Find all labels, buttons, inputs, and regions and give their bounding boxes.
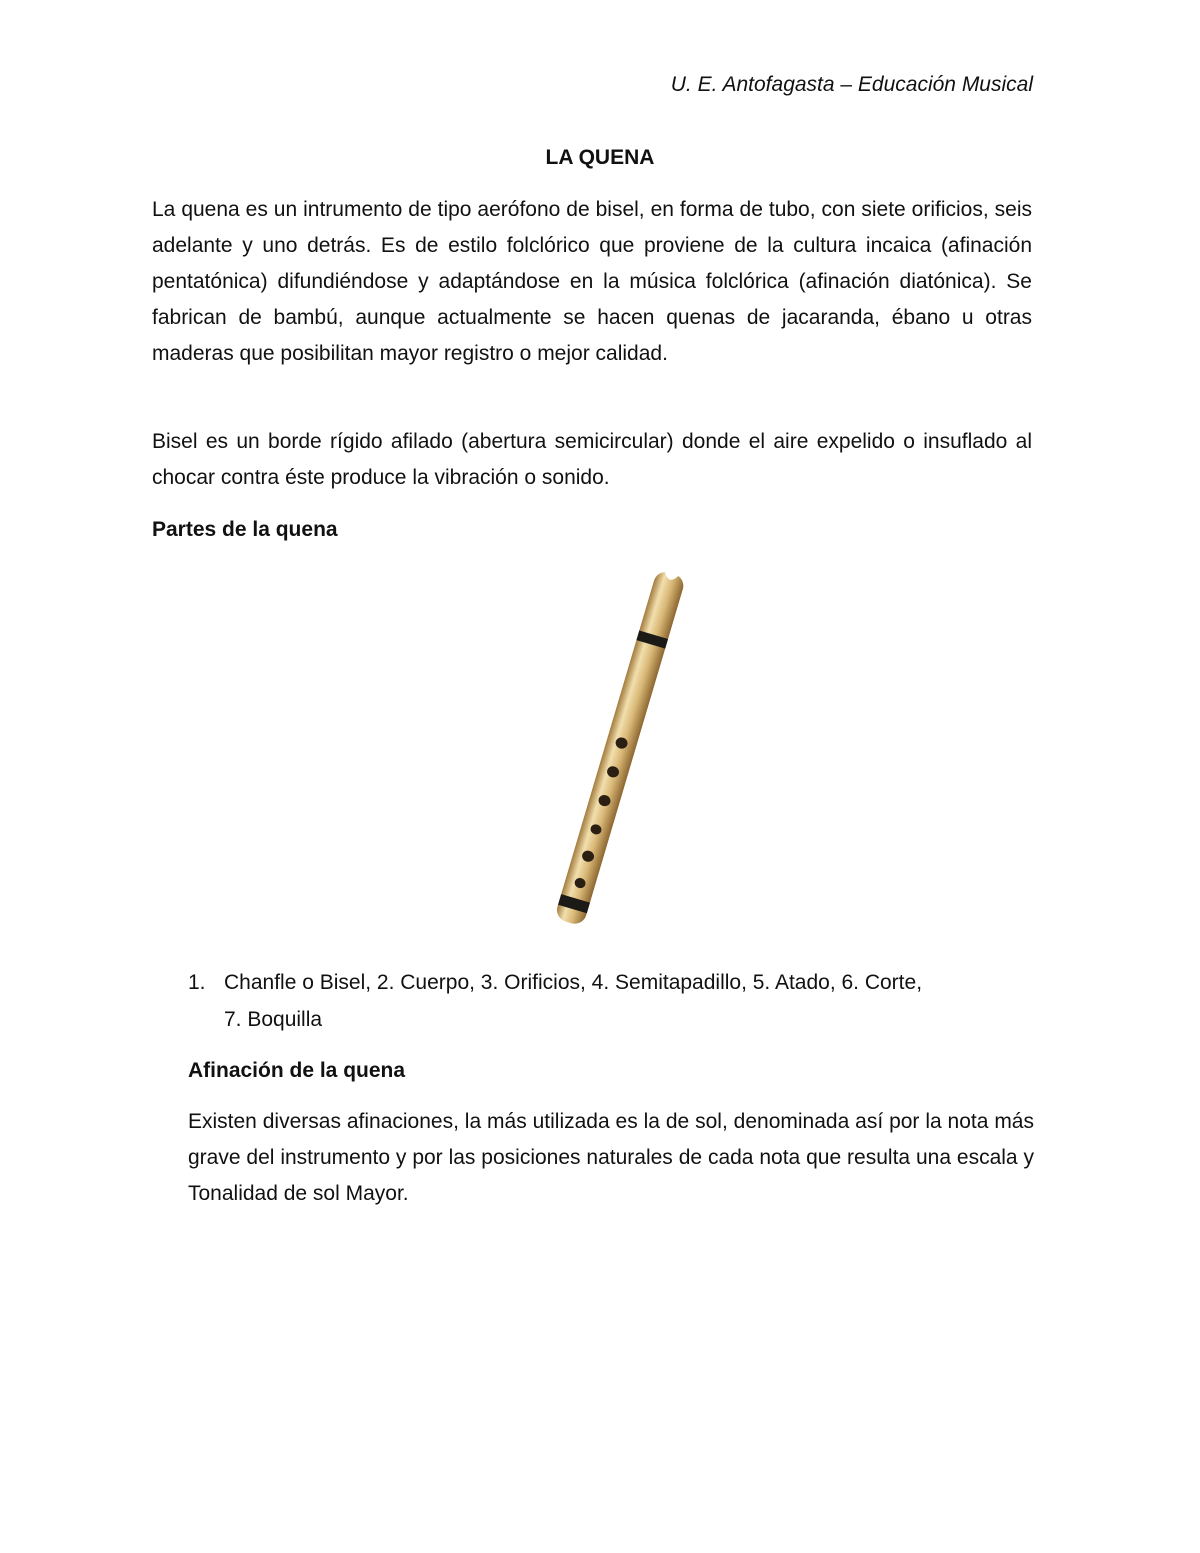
parts-list: [188, 964, 1034, 1038]
intro-paragraph: La quena es un intrumento de tipo aerófono de bisel, en forma de tubo, con siete orificios, seis adelante y uno detrás. Es de estilo folclórico que proviene de la cultura incaica (afinación pentatónica) difundiéndose y adaptándose en la música folclórica (afinación diatónica). Se fabrican de bambú, aunque actualmente se hacen quenas de jacaranda, ébano u otras maderas que posibilitan mayor registro o mejor calidad.: [152, 198, 1032, 365]
partes-heading: Partes de la quena: [152, 518, 338, 541]
parts-line-2: 7. Boquilla: [224, 1008, 323, 1031]
afinacion-paragraph: Existen diversas afinaciones, la más utilizada es la de sol, denominada así por la nota más grave del instrumento y por las posiciones naturales de cada nota que resulta una escala y Tonalidad de sol Mayor.: [188, 1110, 1034, 1205]
page-title: LA QUENA: [545, 146, 655, 169]
parts-list-line: [188, 1001, 1034, 1038]
quena-image: [520, 560, 720, 950]
page-header: U. E. Antofagasta – Educación Musical: [670, 73, 1033, 96]
bisel-paragraph: Bisel es un borde rígido afilado (abertura semicircular) donde el aire expelido o insuflado al chocar contra éste produce la vibración o sonido.: [152, 430, 1032, 489]
afinacion-heading: Afinación de la quena: [188, 1059, 406, 1082]
list-number: 1.: [188, 971, 206, 994]
parts-line-1: Chanfle o Bisel, 2. Cuerpo, 3. Orificios, 4. Semitapadillo, 5. Atado, 6. Corte,: [224, 971, 923, 994]
parts-list-line: [188, 964, 1034, 1001]
